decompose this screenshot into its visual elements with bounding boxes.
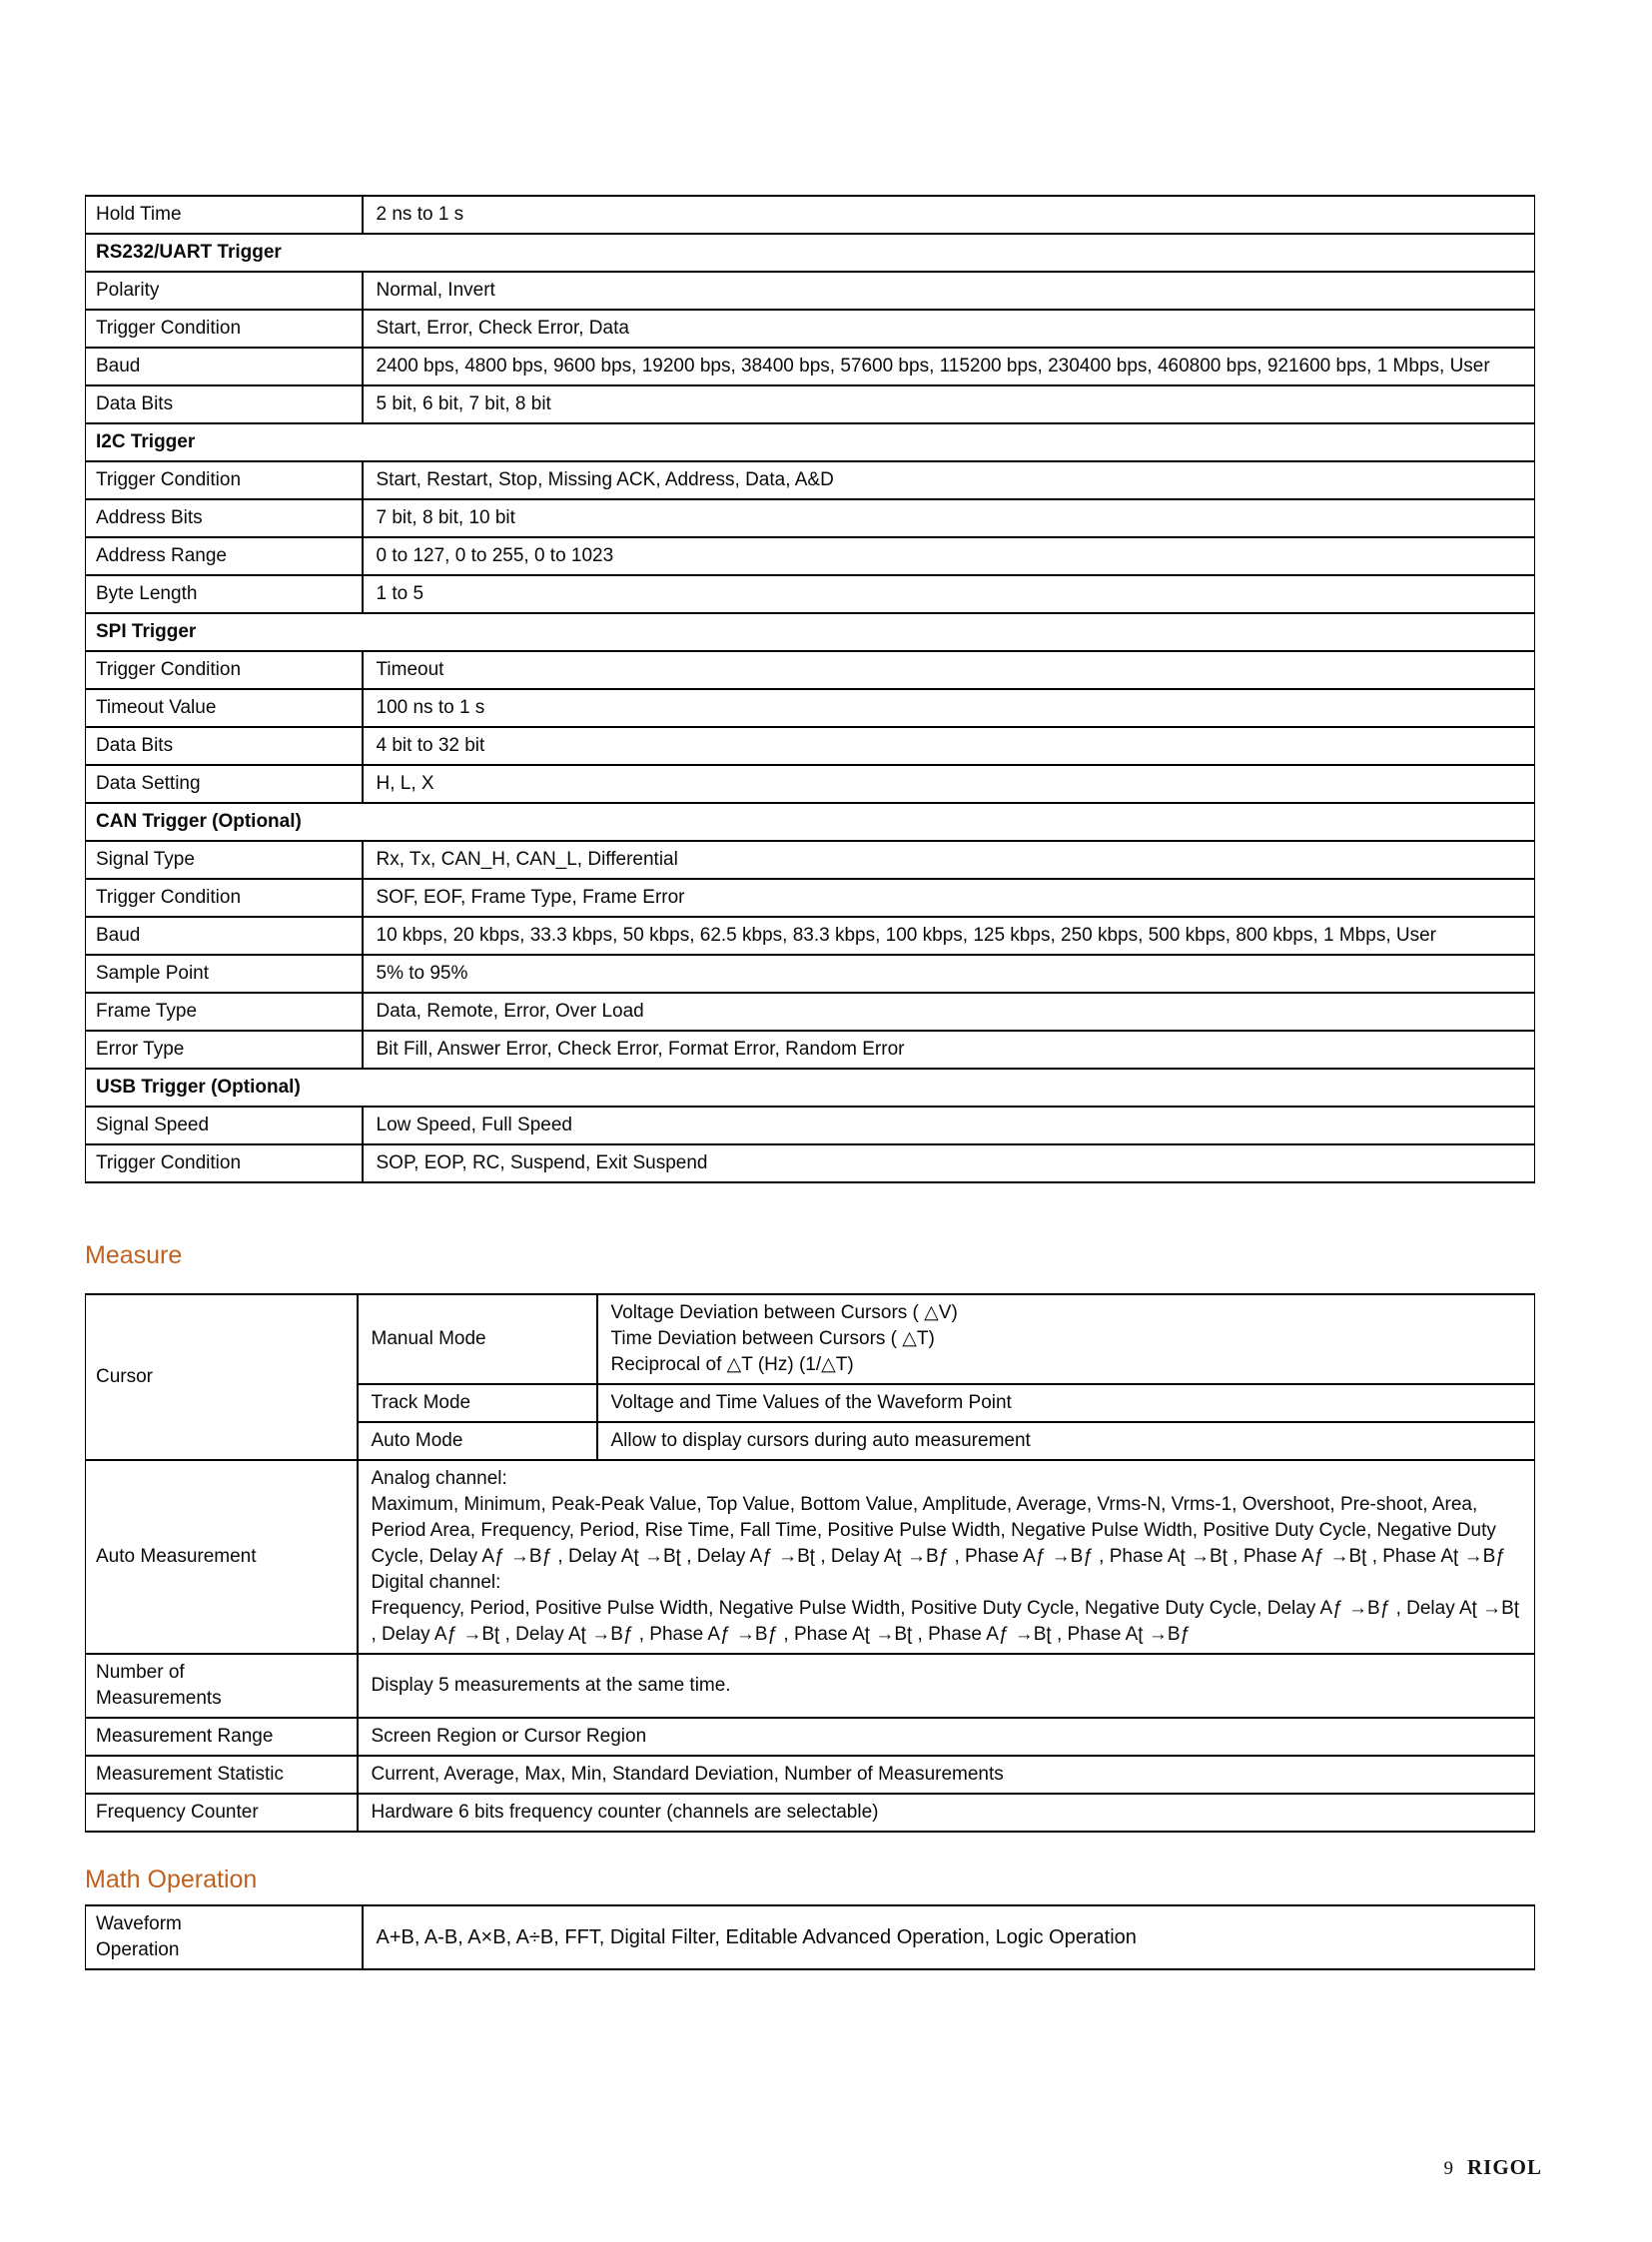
table-row [86,1794,1535,1832]
spec-value: 100 ns to 1 s [363,689,1535,727]
section-row [86,423,1535,461]
spec-label: Measurement Statistic [86,1756,358,1794]
table-row [86,841,1535,879]
spec-label: Auto Measurement [86,1460,358,1654]
spec-label [86,1654,358,1718]
value-line: Reciprocal of △T (Hz) (1/△T) [610,1354,854,1375]
spec-label: Address Range [86,537,363,575]
value-line: Frequency, Period, Positive Pulse Width, Negative Pulse Width, Positive Duty Cycle, Negative Duty Cycle, Delay Aƒ →Bƒ , Delay Aʈ →Bʈ , Delay Aƒ →Bʈ , Delay Aʈ →Bƒ , Phase Aƒ →Bƒ , Phase Aʈ →Bʈ , Phase Aƒ →Bʈ , Phase Aʈ →Bƒ [371,1598,1520,1645]
spec-label: Measurement Range [86,1718,358,1756]
table-row [86,1460,1535,1654]
spec-value: Allow to display cursors during auto measurement [597,1422,1535,1460]
section-row [86,613,1535,651]
spec-label: Trigger Condition [86,651,363,689]
spec-label: Trigger Condition [86,879,363,917]
table-row [86,955,1535,993]
table-row [86,1756,1535,1794]
table-row [86,461,1535,499]
math-operation-table [85,1904,1535,1970]
spec-label: Baud [86,917,363,955]
page-number: 9 [1443,2158,1453,2179]
section-row [86,1069,1535,1107]
spec-value: 2400 bps, 4800 bps, 9600 bps, 19200 bps, 38400 bps, 57600 bps, 115200 bps, 230400 bps, 460800 bps, 921600 bps, 1 Mbps, User [363,348,1535,385]
spec-value: 7 bit, 8 bit, 10 bit [363,499,1535,537]
rigol-brand-logo: RIGOL [1466,2155,1542,2179]
spec-label: Data Bits [86,727,363,765]
table-row [86,196,1535,234]
spec-sublabel: Auto Mode [358,1422,597,1460]
label-line: Number of [96,1662,185,1683]
math-operation-section-heading: Math Operation [85,1866,258,1893]
value-line: Analog channel: [371,1468,507,1489]
value-line: Maximum, Minimum, Peak-Peak Value, Top Value, Bottom Value, Amplitude, Average, Vrms-N, Vrms-1, Overshoot, Pre-shoot, Area, Period Area, Frequency, Period, Rise Time, Fall Time, Positive Pulse Width, Negative Pulse Width, Positive Duty Cycle, Negative Duty Cycle, Delay Aƒ →Bƒ , Delay Aʈ →Bʈ , Delay Aƒ →Bʈ , Delay Aʈ →Bƒ , Phase Aƒ →Bƒ , Phase Aʈ →Bʈ , Phase Aƒ →Bʈ , Phase Aʈ →Bƒ [371,1494,1506,1567]
table-row [86,537,1535,575]
page-content [85,0,1535,1970]
table-row [86,1031,1535,1069]
spec-value: SOP, EOP, RC, Suspend, Exit Suspend [363,1144,1535,1182]
spec-value: Normal, Invert [363,272,1535,310]
value-line: Time Deviation between Cursors ( △T) [610,1328,935,1349]
spec-label: Timeout Value [86,689,363,727]
table-row [86,1654,1535,1718]
spec-value: 1 to 5 [363,575,1535,613]
table-row [86,651,1535,689]
spec-value: Display 5 measurements at the same time. [358,1654,1535,1718]
spec-value [597,1294,1535,1384]
measure-section-heading: Measure [85,1241,183,1269]
spec-label: Signal Speed [86,1107,363,1144]
measure-spec-table [85,1293,1535,1833]
spec-sublabel: Track Mode [358,1384,597,1422]
spec-sublabel: Manual Mode [358,1294,597,1384]
spec-label: Hold Time [86,196,363,234]
label-line: Operation [96,1939,180,1960]
spec-value: Voltage and Time Values of the Waveform Point [597,1384,1535,1422]
spec-value: A+B, A-B, A×B, A÷B, FFT, Digital Filter, Editable Advanced Operation, Logic Operation [363,1905,1535,1969]
spec-value: 2 ns to 1 s [363,196,1535,234]
spec-label: Trigger Condition [86,310,363,348]
value-line: Digital channel: [371,1572,501,1593]
spec-label: Baud [86,348,363,385]
spec-value: Timeout [363,651,1535,689]
table-row [86,385,1535,423]
spec-value: Rx, Tx, CAN_H, CAN_L, Differential [363,841,1535,879]
spec-label: Trigger Condition [86,461,363,499]
spec-label: Address Bits [86,499,363,537]
spec-label: Error Type [86,1031,363,1069]
table-row [86,310,1535,348]
spec-label: Data Setting [86,765,363,803]
table-row [86,727,1535,765]
spec-value: H, L, X [363,765,1535,803]
spec-value: 4 bit to 32 bit [363,727,1535,765]
table-row [86,1107,1535,1144]
section-title: SPI Trigger [86,613,1535,651]
section-row [86,234,1535,272]
table-row [86,499,1535,537]
table-row [86,575,1535,613]
spec-label [86,1905,363,1969]
table-row [86,765,1535,803]
table-row [86,1718,1535,1756]
table-row [86,879,1535,917]
spec-value: 5 bit, 6 bit, 7 bit, 8 bit [363,385,1535,423]
section-title: CAN Trigger (Optional) [86,803,1535,841]
spec-label: Cursor [86,1294,358,1460]
spec-value: SOF, EOF, Frame Type, Frame Error [363,879,1535,917]
label-line: Waveform [96,1913,182,1934]
spec-value: 10 kbps, 20 kbps, 33.3 kbps, 50 kbps, 62.5 kbps, 83.3 kbps, 100 kbps, 125 kbps, 250 kbps, 500 kbps, 800 kbps, 1 Mbps, User [363,917,1535,955]
spec-label: Trigger Condition [86,1144,363,1182]
spec-value: 5% to 95% [363,955,1535,993]
spec-label: Frequency Counter [86,1794,358,1832]
table-row [86,1294,1535,1384]
table-row [86,272,1535,310]
spec-value: Start, Error, Check Error, Data [363,310,1535,348]
spec-value: Bit Fill, Answer Error, Check Error, Format Error, Random Error [363,1031,1535,1069]
spec-value: Current, Average, Max, Min, Standard Deviation, Number of Measurements [358,1756,1535,1794]
spec-value: Low Speed, Full Speed [363,1107,1535,1144]
spec-label: Frame Type [86,993,363,1031]
table-row [86,1144,1535,1182]
spec-value [358,1460,1535,1654]
spec-label: Byte Length [86,575,363,613]
table-row [86,993,1535,1031]
table-row [86,917,1535,955]
spec-value: Start, Restart, Stop, Missing ACK, Address, Data, A&D [363,461,1535,499]
trigger-spec-table [85,195,1535,1183]
table-row [86,1905,1535,1969]
section-row [86,803,1535,841]
spec-label: Polarity [86,272,363,310]
section-title: I2C Trigger [86,423,1535,461]
page-footer [1443,2155,1542,2180]
spec-value: Data, Remote, Error, Over Load [363,993,1535,1031]
spec-label: Signal Type [86,841,363,879]
value-line: Voltage Deviation between Cursors ( △V) [610,1302,958,1323]
table-row [86,348,1535,385]
table-row [86,689,1535,727]
spec-label: Sample Point [86,955,363,993]
spec-value: Hardware 6 bits frequency counter (channels are selectable) [358,1794,1535,1832]
spec-value: Screen Region or Cursor Region [358,1718,1535,1756]
spec-label: Data Bits [86,385,363,423]
spec-value: 0 to 127, 0 to 255, 0 to 1023 [363,537,1535,575]
section-title: USB Trigger (Optional) [86,1069,1535,1107]
label-line: Measurements [96,1688,222,1709]
section-title: RS232/UART Trigger [86,234,1535,272]
